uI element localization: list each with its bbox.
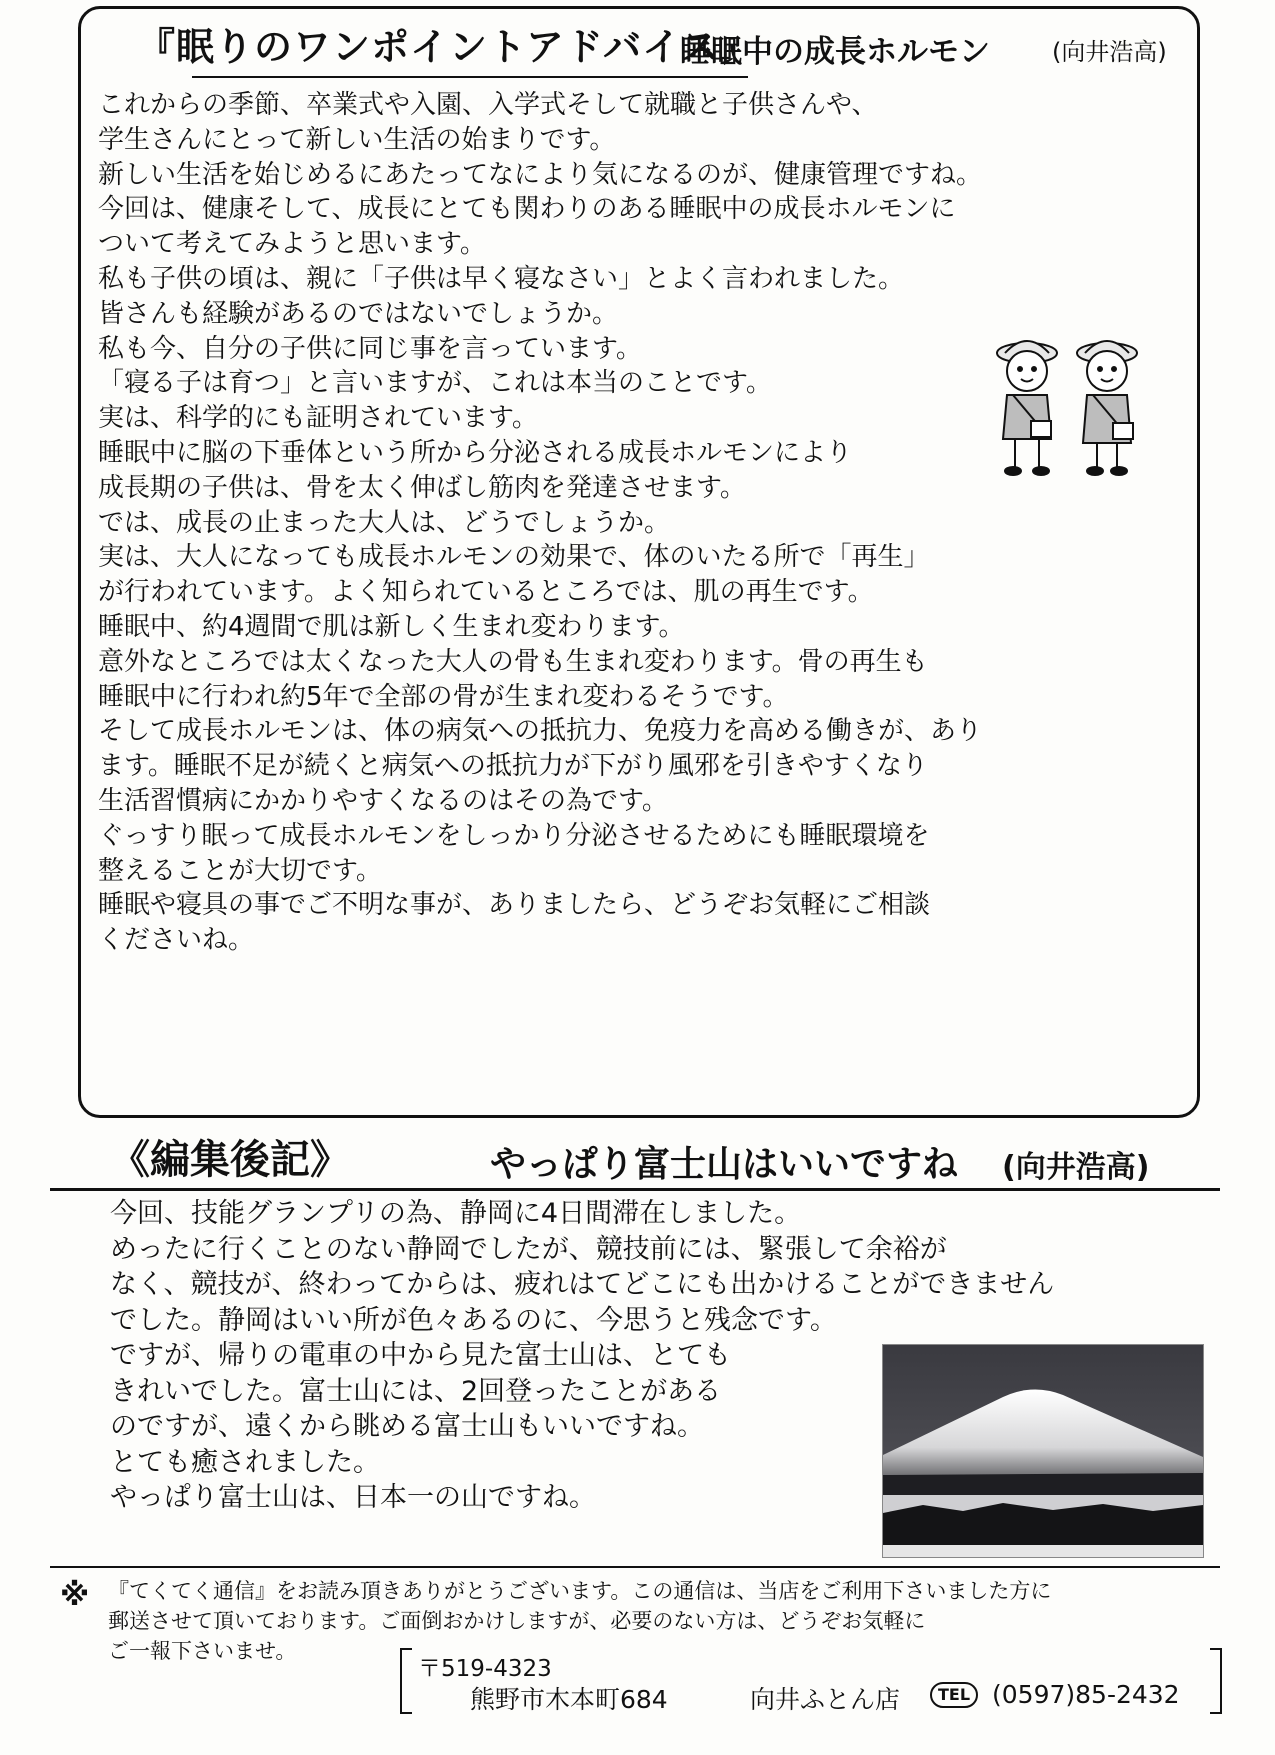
- advice-line: 睡眠中、約4週間で肌は新しく生まれ変わります。: [98, 611, 685, 642]
- afterword-subtitle: やっぱり富士山はいいですね: [490, 1144, 959, 1185]
- advice-line: そして成長ホルモンは、体の病気への抵抗力、免疫力を高める働きが、あり: [98, 716, 983, 747]
- advice-line: 新しい生活を始じめるにあたってなにより気になるのが、健康管理ですね。: [98, 159, 983, 190]
- advice-author: (向井浩高): [1052, 38, 1167, 66]
- advice-line: 睡眠中に脳の下垂体という所から分泌される成長ホルモンにより: [98, 437, 853, 468]
- advice-line: これからの季節、卒業式や入園、入学式そして就職と子供さんや、: [98, 90, 878, 120]
- advice-line: 生活習慣病にかかりやすくなるのはその為です。: [98, 785, 668, 816]
- advice-line: 学生さんにとって新しい生活の始まりです。: [98, 124, 616, 155]
- footer-line: ご一報下さいませ。: [108, 1639, 297, 1663]
- boy-figure: [997, 341, 1057, 475]
- advice-line: 実は、大人になっても成長ホルモンの効果で、体のいたる所で「再生」: [98, 542, 930, 573]
- phone-number: (0597)85-2432: [992, 1680, 1180, 1709]
- advice-line: 実は、科学的にも証明されています。: [98, 403, 538, 434]
- advice-line: 私も今、自分の子供に同じ事を言っています。: [98, 333, 642, 364]
- afterword-line: めったに行くことのない静岡でしたが、競技前には、緊張して余裕が: [110, 1233, 947, 1265]
- afterword-title: 《編集後記》: [110, 1137, 350, 1183]
- section-divider: [50, 1188, 1220, 1191]
- title-underline: [192, 76, 748, 78]
- advice-line: ついて考えてみようと思います。: [98, 229, 486, 260]
- footer-line: 『てくてく通信』をお読み頂きありがとうございます。この通信は、当店をご利用下さいました方に: [108, 1579, 1052, 1603]
- advice-line: 成長期の子供は、骨を太く伸ばし筋肉を発達させます。: [98, 472, 746, 503]
- afterword-author: (向井浩高): [1002, 1150, 1150, 1185]
- shop-address-block: [400, 1648, 1222, 1712]
- school-kids-illustration: [985, 335, 1155, 485]
- street-address: 熊野市木本町684: [470, 1685, 668, 1714]
- girl-figure: [1077, 341, 1137, 475]
- afterword-line: とても癒されました。: [110, 1446, 380, 1478]
- left-bracket: [400, 1648, 412, 1714]
- advice-line: が行われています。よく知られているところでは、肌の再生です。: [98, 577, 874, 608]
- advice-subtitle: 睡眠中の成長ホルモン: [680, 34, 990, 70]
- advice-line: 睡眠や寝具の事でご不明な事が、ありましたら、どうぞお気軽にご相談: [98, 890, 931, 921]
- afterword-line: のですが、遠くから眺める富士山もいいですね。: [110, 1411, 704, 1442]
- footer-line: 郵送させて頂いております。ご面倒おかけしますが、必要のない方は、どうぞお気軽に: [108, 1609, 926, 1633]
- advice-line: 整えることが大切です。: [98, 855, 382, 886]
- advice-line: 私も子供の頃は、親に「子供は早く寝なさい」とよく言われました。: [98, 263, 905, 294]
- shop-name: 向井ふとん店: [750, 1685, 901, 1714]
- footer-divider: [50, 1566, 1220, 1568]
- afterword-line: やっぱり富士山は、日本一の山ですね。: [110, 1482, 596, 1513]
- mount-fuji-photo: [882, 1344, 1204, 1558]
- afterword-line: でした。静岡はいい所が色々あるのに、今思うと残念です。: [110, 1304, 837, 1336]
- advice-line: ます。睡眠不足が続くと病気への抵抗力が下がり風邪を引きやすくなり: [98, 751, 928, 782]
- advice-line: ぐっすり眠って成長ホルモンをしっかり分泌させるためにも睡眠環境を: [98, 820, 930, 851]
- advice-body: [98, 88, 1188, 958]
- advice-title: 『眠りのワンポイントアドバイス』: [137, 25, 759, 69]
- right-bracket: [1210, 1648, 1222, 1714]
- tel-badge: TEL: [930, 1682, 978, 1708]
- afterword-line: きれいでした。富士山には、2回登ったことがある: [110, 1375, 722, 1407]
- advice-line: 「寝る子は育つ」と言いますが、これは本当のことです。: [98, 368, 772, 399]
- postal-code: 〒519-4323: [418, 1656, 552, 1682]
- afterword-line: なく、競技が、終わってからは、疲れはてどこにも出かけることができません: [110, 1269, 1055, 1300]
- advice-line: では、成長の止まった大人は、どうでしょうか。: [98, 507, 671, 538]
- advice-header: [52, 10, 1167, 70]
- afterword-line: ですが、帰りの電車の中から見た富士山は、とても: [110, 1340, 731, 1371]
- advice-line: 皆さんも経験があるのではないでしょうか。: [98, 298, 619, 329]
- note-mark: ※: [60, 1578, 90, 1613]
- advice-line: 意外なところでは太くなった大人の骨も生まれ変わります。骨の再生も: [98, 646, 928, 677]
- advice-line: 今回は、健康そして、成長にとても関わりのある睡眠中の成長ホルモンに: [98, 194, 956, 225]
- advice-line: 睡眠中に行われ約5年で全部の骨が生まれ変わるそうです。: [98, 681, 789, 712]
- afterword-line: 今回、技能グランプリの為、静岡に4日間滞在しました。: [110, 1198, 802, 1229]
- advice-line: くださいね。: [98, 925, 255, 956]
